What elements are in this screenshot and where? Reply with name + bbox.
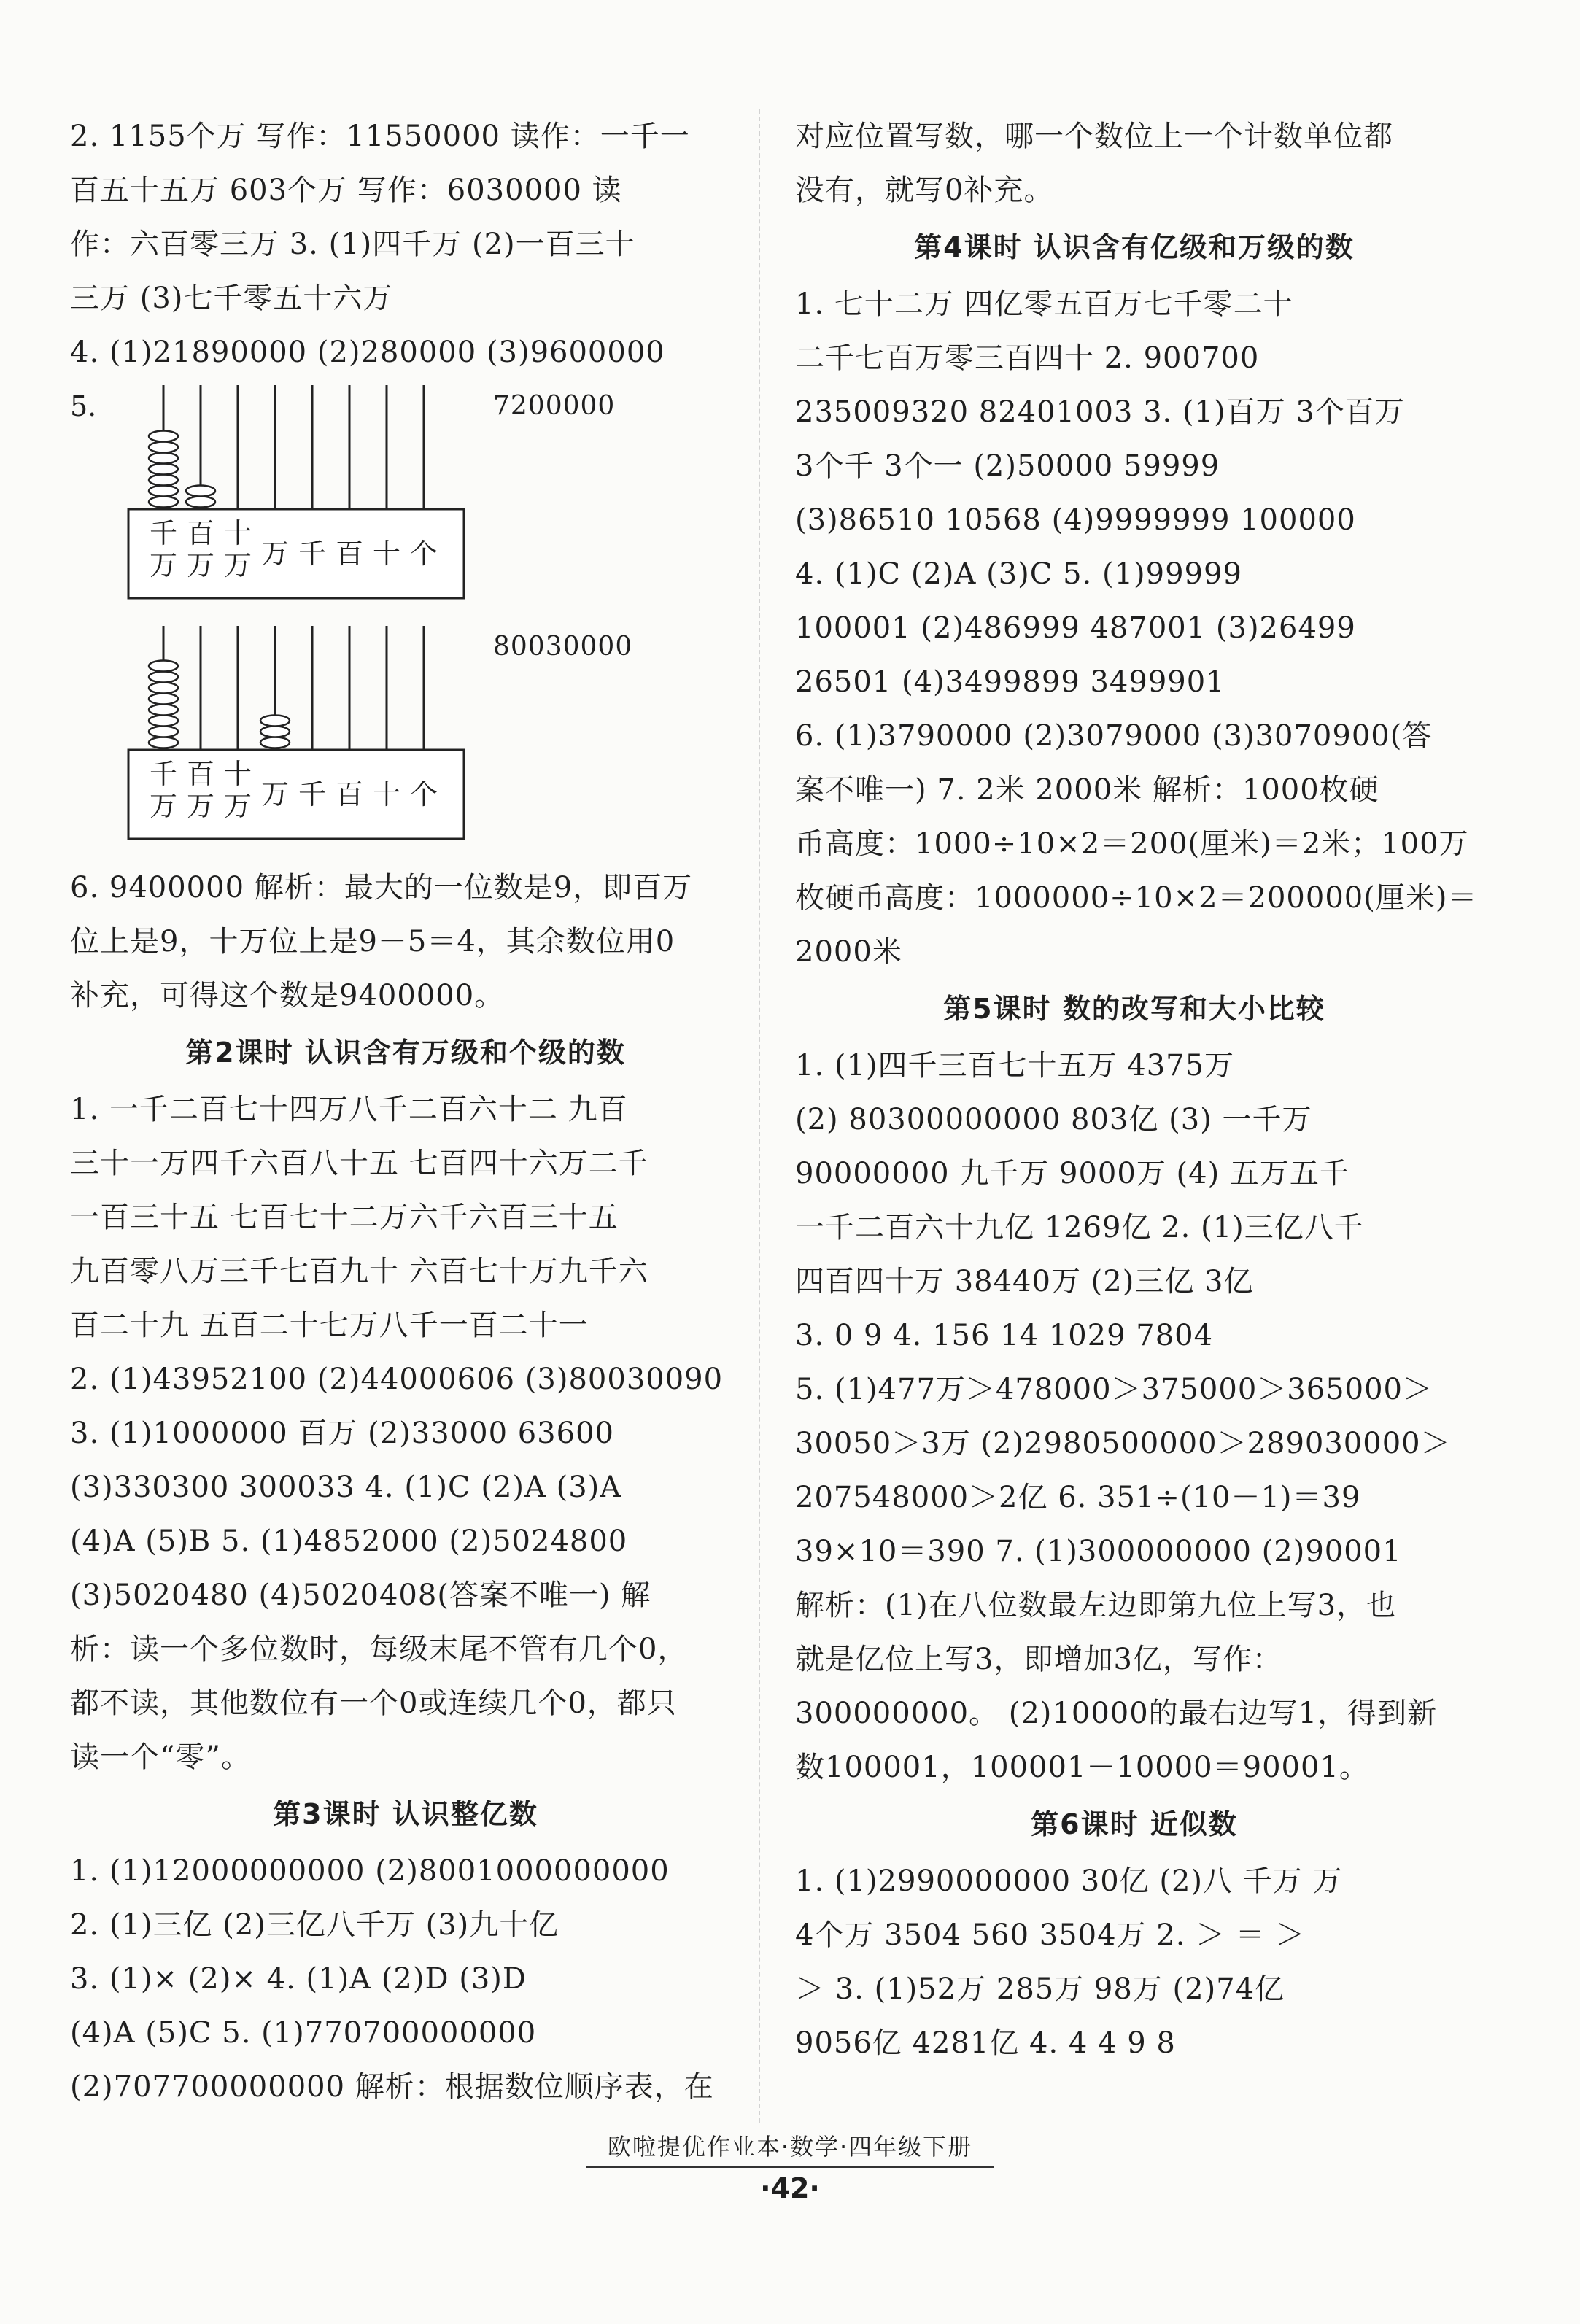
answer-line: 四百四十万 38440万 (2)三亿 3亿 xyxy=(795,1265,1254,1298)
abacus-label: 百 xyxy=(186,758,215,790)
question-number: 5. xyxy=(70,390,97,422)
lesson-3-answers xyxy=(70,1844,741,2114)
abacus-label: 千 xyxy=(149,758,178,790)
abacus-label: 万 xyxy=(260,778,290,810)
answer-line: 3. (1)× (2)× 4. (1)A (2)D (3)D xyxy=(70,1962,527,1996)
lesson-3-heading: 第3课时 认识整亿数 xyxy=(273,1798,538,1830)
abacus-bead xyxy=(149,497,178,508)
abacus-bead xyxy=(260,737,290,748)
answer-line: 对应位置写数，哪一个数位上一个计数单位都 xyxy=(795,120,1393,153)
abacus-label: 百 xyxy=(335,778,364,810)
answer-line: 1. 一千二百七十四万八千二百六十二 九百 xyxy=(70,1093,628,1126)
abacus-bead xyxy=(186,486,215,497)
abacus-bead xyxy=(149,716,178,727)
abacus-svg xyxy=(121,620,471,853)
abacus-label: 万 xyxy=(223,549,252,581)
abacus-label: 万 xyxy=(223,790,252,822)
abacus-label: 十 xyxy=(223,758,252,790)
abacus-bead xyxy=(149,694,178,705)
abacus-label: 万 xyxy=(149,549,178,581)
answer-line: 4. (1)C (2)A (3)C 5. (1)99999 xyxy=(795,557,1242,591)
answer-line: 9056亿 4281亿 4. 4 4 9 8 xyxy=(795,2026,1176,2060)
lesson-3-answers-cont xyxy=(795,109,1473,217)
left-column xyxy=(70,109,741,2114)
answer-line: 九百零八万三千七百九十 六百七十万九千六 xyxy=(70,1255,648,1288)
abacus-figure xyxy=(70,620,741,861)
answer-line: 6. 9400000 解析：最大的一位数是9，即百万 xyxy=(70,871,693,905)
page-number: ·42· xyxy=(760,2172,820,2204)
abacus-label: 千 xyxy=(298,538,327,570)
answer-line: 1. (1)四千三百七十五万 4375万 xyxy=(795,1049,1235,1082)
answer-line: 读一个“零”。 xyxy=(70,1740,251,1774)
abacus-value: 80030000 xyxy=(493,632,633,662)
abacus-label: 个 xyxy=(409,778,438,810)
answer-line: 235009320 82401003 3. (1)百万 3个百万 xyxy=(795,395,1405,429)
abacus-label: 百 xyxy=(186,517,215,549)
lesson-5-answers xyxy=(795,1039,1473,1794)
answer-line: 4个万 3504 560 3504万 2. ＞ ＝ ＞ xyxy=(795,1918,1306,1952)
answer-line: 数100001，100001－10000＝90001。 xyxy=(795,1751,1369,1784)
abacus-label: 千 xyxy=(298,778,327,810)
answer-line: 207548000＞2亿 6. 351÷(10－1)＝39 xyxy=(795,1481,1361,1514)
abacus-label: 万 xyxy=(260,538,290,570)
answers-q6 xyxy=(70,861,741,1023)
lesson-4-answers xyxy=(795,277,1478,979)
answer-line: 就是亿位上写3，即增加3亿，写作： xyxy=(795,1643,1282,1676)
book-title: 欧啦提优作业本·数学·四年级下册 xyxy=(607,2133,973,2161)
abacus-figure xyxy=(70,379,741,620)
lesson-5-heading: 第5课时 数的改写和大小比较 xyxy=(943,993,1325,1025)
answers-section-1 xyxy=(70,109,741,379)
answer-line: 100001 (2)486999 487001 (3)26499 xyxy=(795,611,1356,645)
answer-line: 3个千 3个一 (2)50000 59999 xyxy=(795,449,1220,483)
footer-rule xyxy=(586,2166,994,2168)
abacus-bead xyxy=(260,727,290,737)
answer-line: 2. (1)43952100 (2)44000606 (3)80030090 xyxy=(70,1363,724,1396)
answer-line: 6. (1)3790000 (2)3079000 (3)3070900(答 xyxy=(795,719,1433,753)
answer-line: 一百三十五 七百七十二万六千六百三十五 xyxy=(70,1201,619,1234)
answer-line: 2. (1)三亿 (2)三亿八千万 (3)九十亿 xyxy=(70,1908,559,1942)
answer-line: (3)86510 10568 (4)9999999 100000 xyxy=(795,503,1356,537)
abacus-bead xyxy=(149,705,178,716)
answer-line: 枚硬币高度：1000000÷10×2＝200000(厘米)＝ xyxy=(795,881,1478,915)
lesson-2-answers xyxy=(70,1082,741,1784)
answer-line: ＞ 3. (1)52万 285万 98万 (2)74亿 xyxy=(795,1972,1285,2006)
abacus-bead xyxy=(149,442,178,453)
abacus-bead xyxy=(149,727,178,737)
answer-line: 26501 (4)3499899 3499901 xyxy=(795,665,1225,699)
abacus-label: 万 xyxy=(186,549,215,581)
lesson-6-answers xyxy=(795,1854,1473,2070)
abacus-label: 万 xyxy=(186,790,215,822)
answer-line: 补充，可得这个数是9400000。 xyxy=(70,979,505,1012)
lesson-4-heading: 第4课时 认识含有亿级和万级的数 xyxy=(914,231,1355,263)
answer-line: 1. 七十二万 四亿零五百万七千零二十 xyxy=(795,287,1293,321)
answer-line: 二千七百万零三百四十 2. 900700 xyxy=(795,341,1260,375)
answer-line: (2) 80300000000 803亿 (3) 一千万 xyxy=(795,1103,1312,1136)
lesson-6-heading: 第6课时 近似数 xyxy=(1031,1808,1238,1840)
abacus-svg xyxy=(121,379,471,613)
abacus-bead xyxy=(149,464,178,475)
answer-line: 没有，就写0补充。 xyxy=(795,174,1054,207)
answer-line: (2)707700000000 解析：根据数位顺序表，在 xyxy=(70,2070,714,2104)
page-footer xyxy=(0,2129,1580,2204)
answer-line: (3)330300 300033 4. (1)C (2)A (3)A xyxy=(70,1471,622,1504)
answer-line: (3)5020480 (4)5020408(答案不唯一) 解 xyxy=(70,1579,651,1612)
answer-line: 3. (1)1000000 百万 (2)33000 63600 xyxy=(70,1417,614,1450)
abacus-bead xyxy=(260,716,290,727)
answer-line: 一千二百六十九亿 1269亿 2. (1)三亿八千 xyxy=(795,1211,1364,1244)
abacus-label: 万 xyxy=(149,790,178,822)
lesson-2-heading: 第2课时 认识含有万级和个级的数 xyxy=(185,1037,626,1069)
abacus-label: 个 xyxy=(409,538,438,570)
answer-line: 5. (1)477万＞478000＞375000＞365000＞ xyxy=(795,1373,1433,1406)
answer-line: 4. (1)21890000 (2)280000 (3)9600000 xyxy=(70,336,665,369)
abacus-label: 百 xyxy=(335,538,364,570)
abacus-figures xyxy=(70,379,741,861)
answer-line: 析：读一个多位数时，每级末尾不管有几个0， xyxy=(70,1632,688,1666)
answer-line: 解析：(1)在八位数最左边即第九位上写3，也 xyxy=(795,1589,1397,1622)
abacus-bead xyxy=(186,497,215,508)
answer-line: 300000000。 (2)10000的最右边写1，得到新 xyxy=(795,1697,1438,1730)
answer-line: 90000000 九千万 9000万 (4) 五万五千 xyxy=(795,1157,1349,1190)
answer-line: (4)A (5)B 5. (1)4852000 (2)5024800 xyxy=(70,1525,628,1558)
abacus-bead xyxy=(149,683,178,694)
right-column xyxy=(795,109,1478,2070)
abacus-label: 十 xyxy=(372,538,401,570)
answer-line: 30050＞3万 (2)2980500000＞289030000＞ xyxy=(795,1427,1451,1460)
answer-line: 三十一万四千六百八十五 七百四十六万二千 xyxy=(70,1147,648,1180)
answer-line: 案不唯一) 7. 2米 2000米 解析：1000枚硬 xyxy=(795,773,1379,807)
answer-line: 都不读，其他数位有一个0或连续几个0，都只 xyxy=(70,1686,677,1720)
answer-line: 2. 1155个万 写作：11550000 读作：一千一 xyxy=(70,120,690,153)
answer-line: 2000米 xyxy=(795,935,902,969)
answer-line: 位上是9，十万位上是9－5＝4，其余数位用0 xyxy=(70,925,675,958)
answer-line: 百五十五万 603个万 写作：6030000 读 xyxy=(70,174,622,207)
answer-line: 1. (1)12000000000 (2)8001000000000 xyxy=(70,1854,670,1888)
abacus-value: 7200000 xyxy=(493,391,616,421)
abacus-label: 十 xyxy=(223,517,252,549)
abacus-bead xyxy=(149,475,178,486)
abacus-bead xyxy=(149,431,178,442)
answer-line: 39×10＝390 7. (1)300000000 (2)90001 xyxy=(795,1535,1402,1568)
abacus-bead xyxy=(149,486,178,497)
answer-line: 1. (1)2990000000 30亿 (2)八 千万 万 xyxy=(795,1864,1343,1898)
abacus-bead xyxy=(149,661,178,672)
abacus-label: 十 xyxy=(372,778,401,810)
answer-line: 作：六百零三万 3. (1)四千万 (2)一百三十 xyxy=(70,228,635,261)
abacus-bead xyxy=(149,453,178,464)
column-divider xyxy=(759,109,760,2123)
answer-line: 币高度：1000÷10×2＝200(厘米)＝2米；100万 xyxy=(795,827,1469,861)
answer-line: 百二十九 五百二十七万八千一百二十一 xyxy=(70,1309,589,1342)
answer-line: 3. 0 9 4. 156 14 1029 7804 xyxy=(795,1319,1214,1352)
abacus-label: 千 xyxy=(149,517,178,549)
answer-line: (4)A (5)C 5. (1)770700000000 xyxy=(70,2016,537,2050)
abacus-bead xyxy=(149,672,178,683)
abacus-bead xyxy=(149,737,178,748)
answer-line: 三万 (3)七千零五十六万 xyxy=(70,282,393,315)
